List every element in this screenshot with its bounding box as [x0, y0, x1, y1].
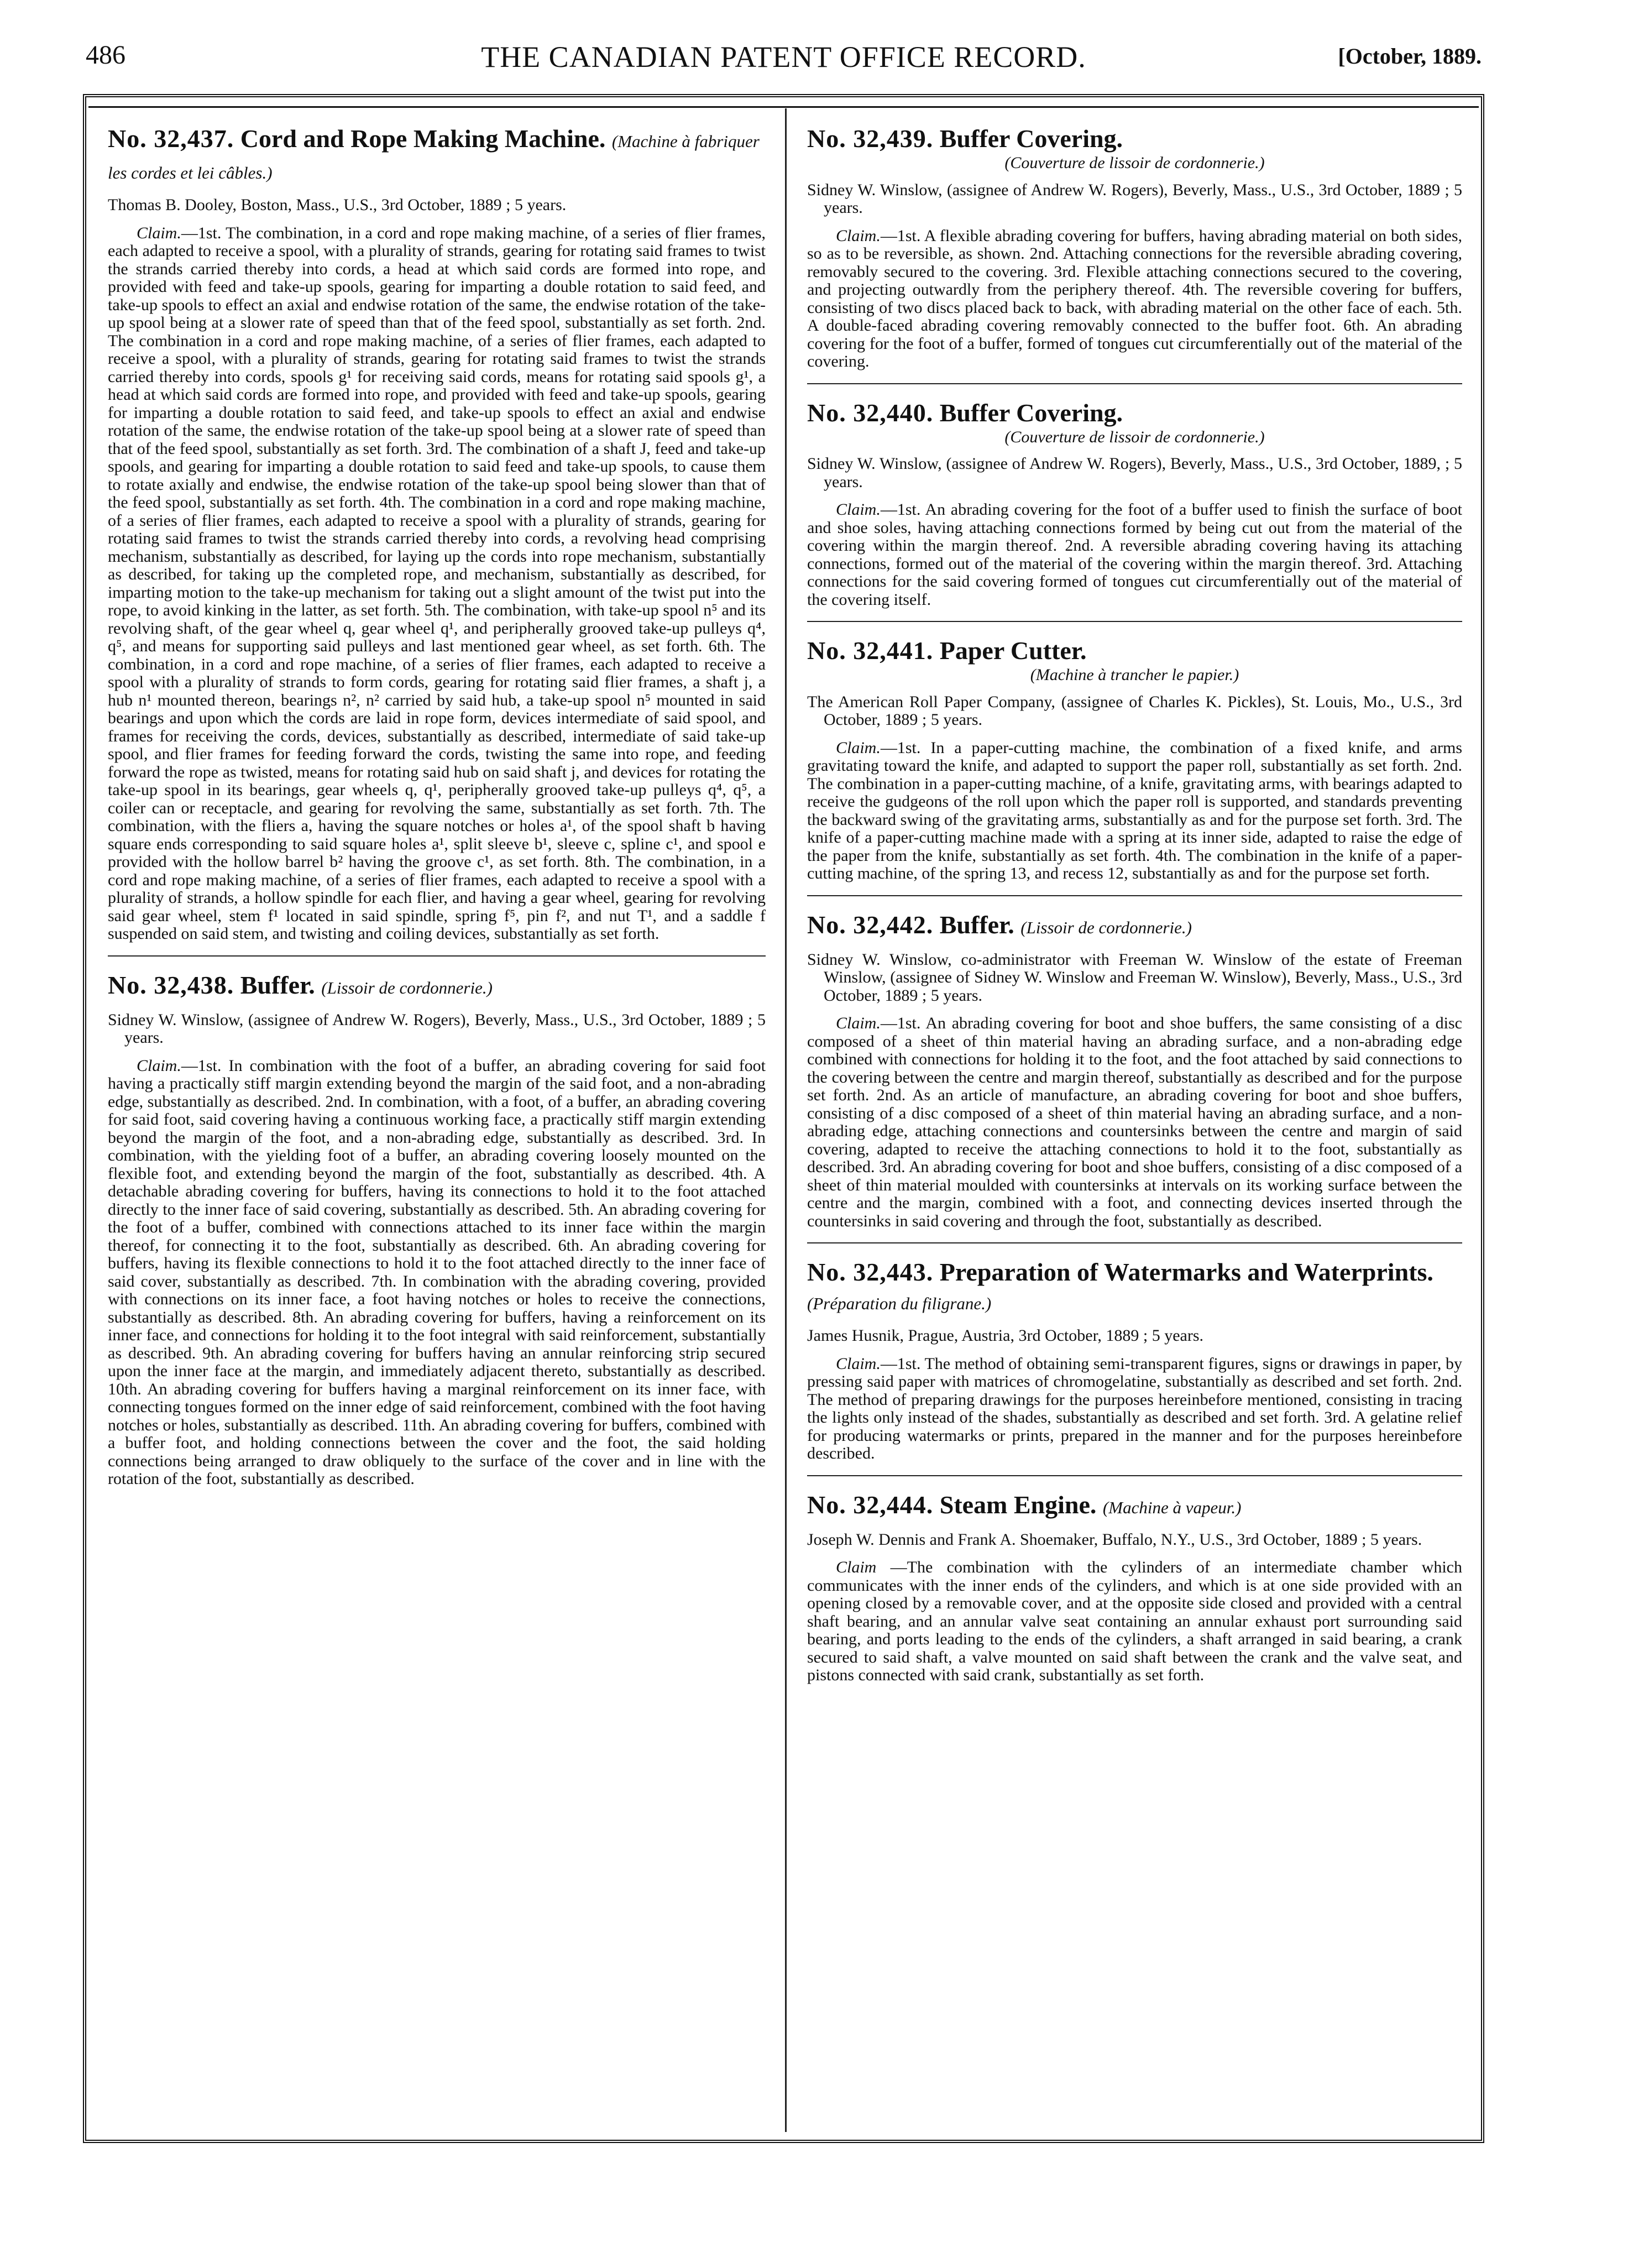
patent-assignee: Sidney W. Winslow, (assignee of Andrew W. Rogers), Beverly, Mass., U.S., 3rd October, 1889 ; 5 years.	[807, 180, 1462, 217]
patent-claims	[108, 224, 766, 943]
patent-claims	[108, 1057, 766, 1488]
entry-separator	[807, 1475, 1462, 1476]
patent-entry	[807, 1258, 1462, 1463]
patent-heading	[807, 124, 1462, 153]
patent-number: No. 32,444.	[807, 1490, 934, 1519]
claim-text: —1st. An abrading covering for the foot of a buffer used to finish the surface of boot and shoe soles, having attaching connections formed by being cut out from the material of the covering within the margin thereof. 2nd. A reversible abrading covering having its attaching connections, formed out of the material of the covering within the margin thereof. 3rd. Attaching connections for the said covering formed of tongues cut circumferentially out of the material of the covering itself.	[807, 500, 1462, 609]
patent-assignee: Sidney W. Winslow, co-administrator with Freeman W. Winslow of the estate of Freeman Winslow, (assignee of Sidney W. Winslow and Freeman W. Winslow), Beverly, Mass., U.S., 3rd October, 1889 ; 5 years.	[807, 950, 1462, 1005]
entry-separator	[108, 955, 766, 957]
claim-label: Claim.	[137, 1056, 181, 1075]
patent-assignee: James Husnik, Prague, Austria, 3rd October, 1889 ; 5 years.	[807, 1326, 1203, 1345]
patent-claims	[807, 1559, 1462, 1685]
claim-label: Claim.	[836, 1014, 881, 1032]
patent-french-title: (Machine à fabriquer les cordes et lei câbles.)	[108, 132, 760, 182]
claim-text: —1st. In combination with the foot of a buffer, an abrading covering for said foot having a practically stiff margin extending beyond the margin of the said foot, and a non-abrading edge, substantially as described. 2nd. In combination, with a foot, of a buffer, an abrading covering for said foot, said covering having a continuous working face, a practically stiff margin extending beyond the margin of the foot, and a non-abrading edge, substantially as described. 3rd. In combination, with the yielding foot of a buffer, an abrading covering loosely mounted on the flexible foot, and extending beyond the margin of the foot, substantially as described. 4th. A detachable abrading covering for buffers, having its connections to hold it to the foot attached directly to the inner face of said covering, substantially as described. 5th. An abrading covering for the foot of a buffer, combined with connections attached to its inner face within the margin thereof, for connecting it to the foot, substantially as described. 6th. An abrading covering for buffers, having its flexible connections to hold it to the foot attached directly to the inner face of said cover, substantially as described. 7th. In combination with the abrading covering, provided with connections on its inner face, a foot having notches or holes to receive the connections, substantially as described. 8th. An abrading covering for buffers, having a reinforcement on its inner face, and connections for holding it to the foot integral with said reinforcement, substantially as described. 9th. An abrading covering for buffers having an annular reinforcing strip secured upon the inner face at the margin, and immediately adjacent thereto, substantially as described. 10th. An abrading covering for buffers having a marginal reinforcement on its inner face, with connecting tongues formed on the inner edge of said reinforcement, combined with the foot having notches or holes, substantially as described. 11th. An abrading covering for buffers, combined with a buffer foot, and holding connections between the cover and the foot, the said holding connections being arranged to draw obliquely to the surface of the cover and in line with the rotation of the foot, substantially as described.	[108, 1056, 766, 1488]
patent-claims	[807, 1015, 1462, 1230]
patent-heading	[108, 124, 766, 187]
claim-label: Claim	[836, 1558, 877, 1576]
patent-claims	[807, 739, 1462, 883]
entry-separator	[807, 621, 1462, 622]
patent-french-title: (Couverture de lissoir de cordonnerie.)	[1004, 427, 1265, 446]
patent-french-title: (Préparation du filigrane.)	[807, 1294, 992, 1313]
patent-heading	[807, 1258, 1462, 1318]
patent-assignee: The American Roll Paper Company, (assignee of Charles K. Pickles), St. Louis, Mo., U.S., 3rd October, 1889 ; 5 years.	[807, 692, 1462, 729]
page-header	[86, 40, 1482, 80]
top-rule	[88, 106, 1479, 108]
patent-entry	[108, 971, 766, 1488]
patent-title: Buffer Covering.	[939, 398, 1123, 427]
patent-heading	[807, 636, 1462, 665]
patent-title: Preparation of Watermarks and Waterprints.	[939, 1258, 1433, 1286]
patent-number: No. 32,441.	[807, 636, 934, 665]
patent-title: Buffer.	[240, 970, 315, 999]
patent-number: No. 32,437.	[108, 124, 234, 153]
claim-label: Claim.	[836, 1354, 881, 1373]
patent-title: Buffer Covering.	[939, 124, 1123, 153]
patent-french-title: (Couverture de lissoir de cordonnerie.)	[1004, 154, 1265, 172]
patent-entry	[807, 399, 1462, 609]
patent-title: Buffer.	[939, 910, 1014, 939]
entry-separator	[807, 895, 1462, 896]
patent-assignee: Joseph W. Dennis and Frank A. Shoemaker, Buffalo, N.Y., U.S., 3rd October, 1889 ; 5 years.	[807, 1530, 1422, 1549]
patent-number: No. 32,442.	[807, 910, 934, 939]
claim-label: Claim.	[836, 226, 881, 245]
claim-label: Claim.	[836, 500, 881, 519]
patent-claims	[807, 501, 1462, 609]
patent-assignee: Sidney W. Winslow, (assignee of Andrew W. Rogers), Beverly, Mass., U.S., 3rd October, 1889, ; 5 years.	[807, 454, 1462, 491]
right-column	[807, 124, 1462, 1685]
claim-text: —1st. An abrading covering for boot and shoe buffers, the same consisting of a disc composed of a sheet of thin material having an abrading surface, and a non-abrading edge combined with connections for holding it to the foot, and the foot attached by said connections to the covering between the centre and margin thereof, substantially as described and for the purpose set forth. 2nd. As an article of manufacture, an abrading covering for boot and shoe buffers, consisting of a disc composed of a sheet of thin material having an abrading surface, and a non-abrading edge, attaching connections and countersinks between the centre and margin of said covering, adapted to receive the attaching connections to hold it to the foot, substantially as described. 3rd. An abrading covering for boot and shoe buffers, consisting of a disc composed of a sheet of thin material moulded with countersinks at intervals on its working surface between the centre and the margin, combined with a foot, and connecting devices inserted through the countersinks in said covering and through the foot, substantially as described.	[807, 1014, 1462, 1230]
patent-entry	[807, 636, 1462, 883]
patent-assignee: Thomas B. Dooley, Boston, Mass., U.S., 3rd October, 1889 ; 5 years.	[108, 196, 567, 214]
patent-assignee: Sidney W. Winslow, (assignee of Andrew W. Rogers), Beverly, Mass., U.S., 3rd October, 1889 ; 5 years.	[108, 1010, 766, 1047]
claim-text: —1st. The combination, in a cord and rope making machine, of a series of flier frames, each adapted to receive a spool, with a plurality of strands, gearing for rotating said frames to twist the strands carried thereby into cords, a head at which said cords are formed into rope, and provided with feed and take-up spools, gearing for imparting a double rotation to said feed, and take-up spools to effect an axial and endwise rotation of the same, the endwise rotation of the take-up spool being at a slower rate of speed than that of the feed spool, substantially as set forth. 2nd. The combination in a cord and rope making machine, of a series of flier frames, each adapted to receive a spool, with a plurality of strands, gearing for rotating said frames to twist the strands carried thereby into cords, spools g¹ for receiving said cords, means for rotating said spools g¹, a head at which said cords are formed into rope, and provided with feed and take-up spools, gearing for imparting a double rotation to said feed, and take-up spools to effect an axial and endwise rotation of the same, the endwise rotation of the take-up spool being at a slower rate of speed than that of the feed spool, substantially as set forth. 3rd. The combination of a shaft J, feed and take-up spools, and gearing for imparting a double rotation to said feed and take-up spools, to cause them to rotate axially and endwise, the endwise rotation of the take-up spool being slower than that of the feed spool, substantially as set forth. 4th. The combination in a cord and rope making machine, of a series of flier frames, each adapted to receive a spool with a plurality of strands, gearing for rotating said frames to twist the strands carried thereby into cords, a revolving head comprising mechanism, substantially as described, for laying up the cords into rope mechanism, substantially as described, for taking up the completed rope, and mechanism, substantially as described, for imparting motion to the take-up mechanism for taking out a slight amount of the twist put into the rope, to avoid kinking in the latter, as set forth. 5th. The combination, with take-up spool n⁵ and its revolving shaft, of the gear wheel q, gear wheel q¹, and peripherally grooved take-up pulleys q⁴, q⁵, and means for supporting said pulleys and last mentioned gear wheel, as set forth. 6th. The combination, in a cord and rope machine, of a series of flier frames, each adapted to receive a spool with a plurality of strands to form cords, gearing for rotating said flier frames, a shaft j, a hub n¹ mounted thereon, bearings n², n² carried by said hub, a take-up spool n⁵ mounted in said bearings and upon which the cords are laid in rope form, devices intermediate of said spool, and frames for receiving the cords, devices, substantially as described, intermediate of said take-up spool, and flier frames for feeding forward the cords, twisting the same into rope, and feeding forward the rope as twisted, means for rotating said hub on said shaft j, and devices for rotating the take-up spool in its bearings, gear wheels q, q¹, peripherally grooved take-up pulleys q⁴, q⁵, a coiler can or receptacle, and gearing for revolving the same, substantially as set forth. 7th. The combination, with the fliers a, having the square notches or holes a¹, of the spool shaft b having square ends corresponding to said square holes a¹, split sleeve b¹, sleeve c, spline c¹, and spool e provided with the hollow barrel b² having the groove c¹, as set forth. 8th. The combination, in a cord and rope making machine, of a series of flier frames, each adapted to receive a spool with a plurality of strands, a hollow spindle for each flier, and having a gear wheel, gearing for revolving said gear wheel, stem f¹ located in said spindle, spring f⁵, pin f², and nut T¹, and a saddle f suspended on said stem, and twisting and coiling devices, substantially as set forth.	[108, 223, 766, 943]
patent-french-title: (Lissoir de cordonnerie.)	[321, 978, 493, 997]
claim-text: —1st. In a paper-cutting machine, the combination of a fixed knife, and arms gravitating toward the knife, and adapted to support the paper roll, substantially as set forth. 2nd. The combination in a paper-cutting machine, of a knife, gravitating arms, with bearings adapted to receive the gudgeons of the roll upon which the paper roll is supported, and standards preventing the backward swing of the gravitating arms, substantially as and for the purpose set forth. 3rd. The knife of a paper-cutting machine made with a spring at its inner side, adapted to raise the edge of the paper from the knife, substantially as set forth. 4th. The combination in the knife of a paper-cutting machine, of the spring 13, and recess 12, substantially as and for the purpose set forth.	[807, 738, 1462, 882]
patent-entry	[807, 1491, 1462, 1685]
patent-claims	[807, 227, 1462, 371]
patent-title: Paper Cutter.	[939, 636, 1087, 665]
claim-text: —1st. The method of obtaining semi-transparent figures, signs or drawings in paper, by pressing said paper with matrices of chromogelatine, substantially as described and set forth. 2nd. The method of preparing drawings for the purposes hereinbefore mentioned, consisting in tracing the lights only instead of the shades, substantially as described and set forth. 3rd. A gelatine relief for producing watermarks or prints, prepared in the manner and for the purposes hereinbefore described.	[807, 1354, 1462, 1462]
patent-french-title: (Machine à trancher le papier.)	[1030, 666, 1239, 684]
claim-text: —The combination with the cylinders of an intermediate chamber which communicates with the inner ends of the cylinders, and which is at one side provided with an opening closed by a removable cover, and at the opposite side closed and provided with a central shaft bearing, and an annular valve seat containing an annular exhaust port surrounding said bearing, and ports leading to the ends of the cylinders, a shaft arranged in said bearing, a crank secured to said shaft, a valve mounted on said shaft between the crank and the valve seat, and pistons connected with said crank, substantially as set forth.	[807, 1558, 1462, 1684]
patent-entry	[108, 124, 766, 943]
patent-french-title: (Lissoir de cordonnerie.)	[1020, 917, 1192, 937]
patent-number: No. 32,440.	[807, 398, 934, 427]
page-number: 486	[86, 40, 125, 70]
patent-number: No. 32,443.	[807, 1258, 934, 1286]
entry-separator	[807, 1242, 1462, 1243]
publication-title: THE CANADIAN PATENT OFFICE RECORD.	[481, 40, 1086, 74]
patent-title: Steam Engine.	[939, 1490, 1097, 1519]
patent-heading	[807, 1491, 1462, 1522]
claim-label: Claim.	[137, 223, 181, 242]
patent-claims	[807, 1355, 1462, 1463]
claim-label: Claim.	[836, 738, 881, 757]
patent-entry	[807, 911, 1462, 1231]
patent-number: No. 32,438.	[108, 970, 234, 999]
column-divider	[785, 108, 787, 2132]
entry-separator	[807, 383, 1462, 384]
left-column	[108, 124, 766, 1488]
patent-heading	[807, 911, 1462, 942]
claim-text: —1st. A flexible abrading covering for buffers, having abrading material on both sides, so as to be reversible, as shown. 2nd. Attaching connections for the reversible abrading covering, removably secured to the covering. 3rd. Flexible attaching connections secured to the covering, and projecting outwardly from the periphery thereof. 4th. The reversible covering for buffers, consisting of two discs placed back to back, with abrading material on the other face of each. 5th. A double-faced abrading covering removably connected to the buffer foot. 6th. An abrading covering for the foot of a buffer, formed of tongues cut circumferentially out of the material of the covering.	[807, 226, 1462, 370]
patent-entry	[807, 124, 1462, 371]
patent-french-title: (Machine à vapeur.)	[1102, 1497, 1242, 1517]
patent-title: Cord and Rope Making Machine.	[240, 124, 606, 153]
patent-heading	[108, 971, 766, 1002]
patent-number: No. 32,439.	[807, 124, 934, 153]
patent-heading	[807, 399, 1462, 427]
issue-date: [October, 1889.	[1338, 44, 1482, 69]
